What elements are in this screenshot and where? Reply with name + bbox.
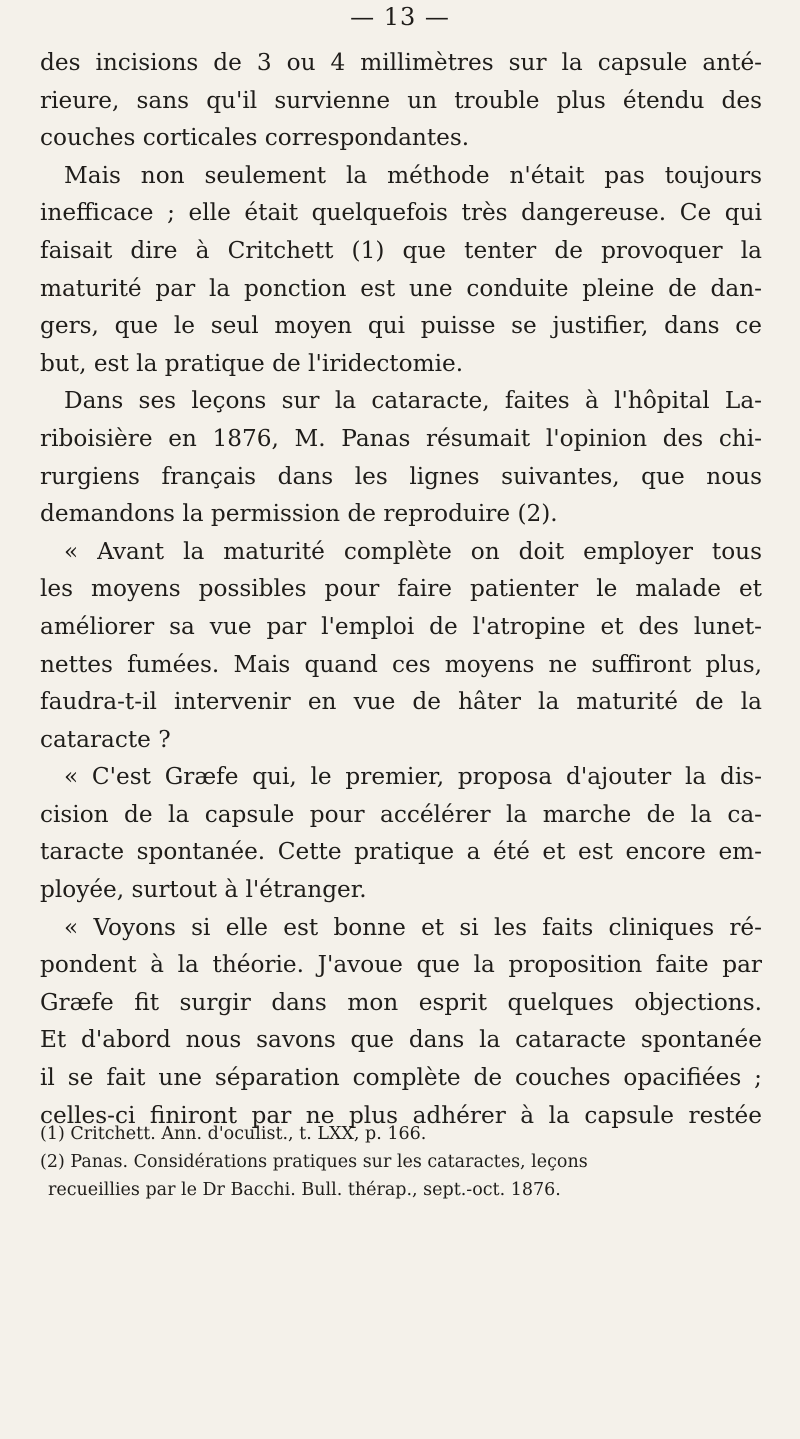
text-line: couches corticales correspondantes. [40, 124, 470, 152]
footnotes [40, 1120, 770, 1204]
text-line: Dans ses leçons sur la cataracte, faites à l'hôpital La- [64, 387, 762, 415]
text-line: faudra-t-il intervenir en vue de hâter la maturité de la [40, 688, 762, 716]
text-line: Et d'abord nous savons que dans la cataracte spontanée [40, 1026, 762, 1054]
text-line: des incisions de 3 ou 4 millimètres sur la capsule anté- [40, 49, 762, 76]
text-line: « C'est Græfe qui, le premier, proposa d'ajouter la dis- [64, 763, 762, 791]
text-line: rieure, sans qu'il survienne un trouble plus étendu des [40, 86, 762, 114]
text-line: « Avant la maturité complète on doit employer tous [64, 537, 762, 565]
text-line: ployée, surtout à l'étranger. [40, 876, 367, 904]
text-line: celles-ci finiront par ne plus adhérer à la capsule restée [40, 1101, 762, 1129]
footnote-line: (2) Panas. Considérations pratiques sur les cataractes, leçons [40, 1152, 588, 1172]
text-line: les moyens possibles pour faire patienter le malade et [40, 575, 762, 603]
text-line: rurgiens français dans les lignes suivantes, que nous [40, 462, 762, 490]
text-line: riboisière en 1876, M. Panas résumait l'opinion des chi- [40, 424, 762, 452]
text-line: faisait dire à Critchett (1) que tenter de provoquer la [40, 236, 762, 264]
text-line: maturité par la ponction est une conduite pleine de dan- [40, 274, 762, 302]
body-text [40, 44, 762, 1134]
footnote-line: (1) Critchett. Ann. d'oculist., t. LXX, p. 166. [40, 1124, 427, 1144]
text-line: inefficace ; elle était quelquefois très dangereuse. Ce qui [40, 199, 762, 227]
text-line: il se fait une séparation complète de couches opacifiées ; [40, 1064, 762, 1092]
text-line: Mais non seulement la méthode n'était pas toujours [64, 161, 762, 189]
text-line: cataracte ? [40, 725, 171, 753]
text-line: Græfe fit surgir dans mon esprit quelques objections. [40, 988, 762, 1016]
text-line: pondent à la théorie. J'avoue que la proposition faite par [40, 951, 762, 979]
text-line: gers, que le seul moyen qui puisse se justifier, dans ce [40, 312, 762, 340]
text-line: améliorer sa vue par l'emploi de l'atropine et des lunet- [40, 612, 762, 640]
page-number: — 13 — [350, 3, 450, 31]
text-line: nettes fumées. Mais quand ces moyens ne suffiront plus, [40, 650, 762, 678]
text-line: « Voyons si elle est bonne et si les faits cliniques ré- [64, 913, 762, 941]
text-line: but, est la pratique de l'iridectomie. [40, 349, 464, 377]
text-line: cision de la capsule pour accélérer la marche de la ca- [40, 800, 762, 828]
text-line: taracte spontanée. Cette pratique a été et est encore em- [40, 838, 762, 866]
text-line: demandons la permission de reproduire (2). [40, 500, 558, 528]
footnote-line: recueillies par le Dr Bacchi. Bull. thérap., sept.-oct. 1876. [48, 1180, 561, 1200]
